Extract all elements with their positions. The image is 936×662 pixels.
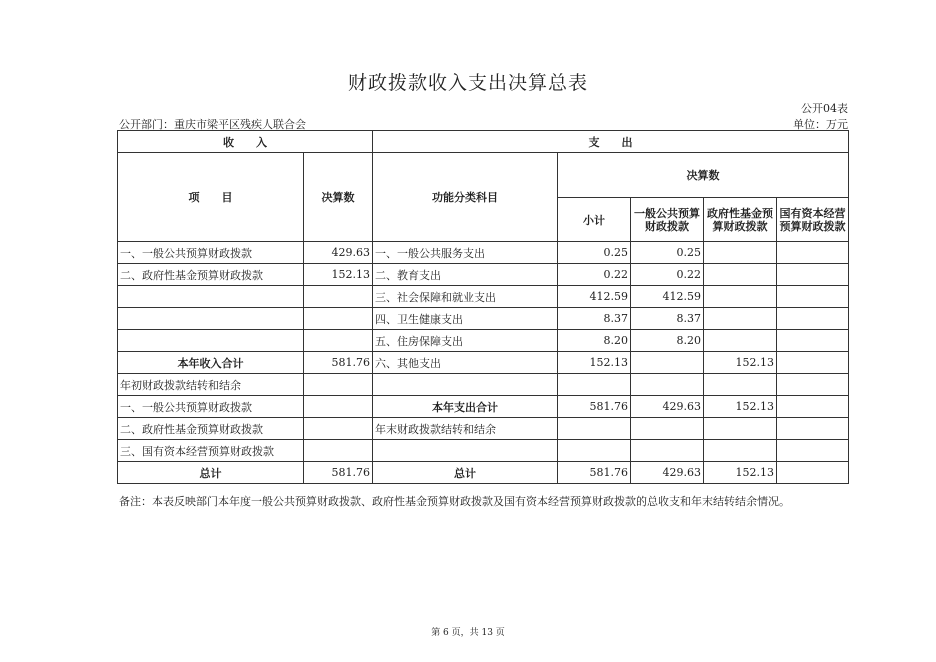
subtotal-cell: 581.76 — [558, 462, 631, 484]
subtotal-cell: 412.59 — [558, 286, 631, 308]
subtotal-cell — [558, 440, 631, 462]
general-cell: 429.63 — [631, 462, 704, 484]
general-cell: 0.25 — [631, 242, 704, 264]
general-cell — [631, 418, 704, 440]
expense-item-cell: 六、其他支出 — [373, 352, 558, 374]
income-item-cell: 二、政府性基金预算财政拨款 — [118, 264, 304, 286]
income-item-cell — [118, 286, 304, 308]
general-cell: 8.20 — [631, 330, 704, 352]
state-capital-cell — [777, 374, 849, 396]
income-amount-cell — [304, 308, 373, 330]
gov-fund-cell — [704, 308, 777, 330]
expense-item-cell: 三、社会保障和就业支出 — [373, 286, 558, 308]
income-item-cell: 一、一般公共预算财政拨款 — [118, 242, 304, 264]
subtotal-cell: 8.20 — [558, 330, 631, 352]
expense-item-cell: 年末财政拨款结转和结余 — [373, 418, 558, 440]
subtotal-cell — [558, 418, 631, 440]
income-item-cell: 本年收入合计 — [118, 352, 304, 374]
header-final: 决算数 — [558, 153, 849, 198]
income-amount-cell: 152.13 — [304, 264, 373, 286]
expense-item-cell: 五、住房保障支出 — [373, 330, 558, 352]
state-capital-cell — [777, 352, 849, 374]
income-item-cell: 一、一般公共预算财政拨款 — [118, 396, 304, 418]
header-amount: 决算数 — [304, 153, 373, 242]
income-item-cell: 三、国有资本经营预算财政拨款 — [118, 440, 304, 462]
state-capital-cell — [777, 308, 849, 330]
header-income: 收 入 — [118, 131, 373, 153]
table-row — [118, 462, 849, 484]
table-row — [118, 396, 849, 418]
income-item-cell: 年初财政拨款结转和结余 — [118, 374, 304, 396]
subtotal-cell: 0.25 — [558, 242, 631, 264]
general-cell: 8.37 — [631, 308, 704, 330]
general-cell: 429.63 — [631, 396, 704, 418]
table-row — [118, 418, 849, 440]
header-state-capital: 国有资本经营预算财政拨款 — [777, 198, 849, 242]
general-cell: 0.22 — [631, 264, 704, 286]
state-capital-cell — [777, 440, 849, 462]
table-row — [118, 264, 849, 286]
expense-item-cell — [373, 374, 558, 396]
header-func: 功能分类科目 — [373, 153, 558, 242]
income-amount-cell: 581.76 — [304, 462, 373, 484]
header-subtotal: 小计 — [558, 198, 631, 242]
table-row — [118, 352, 849, 374]
expense-item-cell: 一、一般公共服务支出 — [373, 242, 558, 264]
subtotal-cell: 581.76 — [558, 396, 631, 418]
expense-item-cell: 四、卫生健康支出 — [373, 308, 558, 330]
gov-fund-cell — [704, 418, 777, 440]
income-item-cell — [118, 308, 304, 330]
subtotal-cell: 152.13 — [558, 352, 631, 374]
income-amount-cell: 581.76 — [304, 352, 373, 374]
income-amount-cell — [304, 286, 373, 308]
expense-item-cell: 本年支出合计 — [373, 396, 558, 418]
income-amount-cell — [304, 396, 373, 418]
income-amount-cell — [304, 418, 373, 440]
income-amount-cell — [304, 330, 373, 352]
header-gov-fund: 政府性基金预算财政拨款 — [704, 198, 777, 242]
state-capital-cell — [777, 330, 849, 352]
income-item-cell — [118, 330, 304, 352]
expense-item-cell: 总计 — [373, 462, 558, 484]
subtotal-cell: 8.37 — [558, 308, 631, 330]
form-number: 公开04表 — [801, 102, 848, 115]
table-row — [118, 308, 849, 330]
general-cell — [631, 352, 704, 374]
department-label: 公开部门：重庆市梁平区残疾人联合会 — [119, 118, 306, 131]
state-capital-cell — [777, 418, 849, 440]
header-item: 项 目 — [118, 153, 304, 242]
unit-label: 单位：万元 — [793, 118, 848, 131]
state-capital-cell — [777, 462, 849, 484]
gov-fund-cell — [704, 330, 777, 352]
gov-fund-cell — [704, 264, 777, 286]
subtotal-cell: 0.22 — [558, 264, 631, 286]
page-title: 财政拨款收入支出决算总表 — [347, 72, 588, 94]
gov-fund-cell: 152.13 — [704, 396, 777, 418]
page-number: 第 6 页，共 13 页 — [431, 628, 505, 638]
expense-item-cell — [373, 440, 558, 462]
budget-table — [117, 130, 849, 484]
gov-fund-cell — [704, 286, 777, 308]
gov-fund-cell — [704, 440, 777, 462]
subtotal-cell — [558, 374, 631, 396]
state-capital-cell — [777, 286, 849, 308]
gov-fund-cell — [704, 242, 777, 264]
income-item-cell: 总计 — [118, 462, 304, 484]
table-row — [118, 374, 849, 396]
income-item-cell: 二、政府性基金预算财政拨款 — [118, 418, 304, 440]
expense-item-cell: 二、教育支出 — [373, 264, 558, 286]
gov-fund-cell: 152.13 — [704, 352, 777, 374]
header-general: 一般公共预算财政拨款 — [631, 198, 704, 242]
header-expense: 支 出 — [373, 131, 849, 153]
table-row — [118, 330, 849, 352]
income-amount-cell — [304, 374, 373, 396]
general-cell — [631, 440, 704, 462]
table-row — [118, 440, 849, 462]
state-capital-cell — [777, 396, 849, 418]
income-amount-cell — [304, 440, 373, 462]
general-cell: 412.59 — [631, 286, 704, 308]
gov-fund-cell: 152.13 — [704, 462, 777, 484]
table-row — [118, 242, 849, 264]
footnote: 备注：本表反映部门本年度一般公共预算财政拨款、政府性基金预算财政拨款及国有资本经营预算财政拨款的总收支和年末结转结余情况。 — [119, 495, 790, 508]
income-amount-cell: 429.63 — [304, 242, 373, 264]
general-cell — [631, 374, 704, 396]
table-row — [118, 286, 849, 308]
state-capital-cell — [777, 242, 849, 264]
state-capital-cell — [777, 264, 849, 286]
gov-fund-cell — [704, 374, 777, 396]
